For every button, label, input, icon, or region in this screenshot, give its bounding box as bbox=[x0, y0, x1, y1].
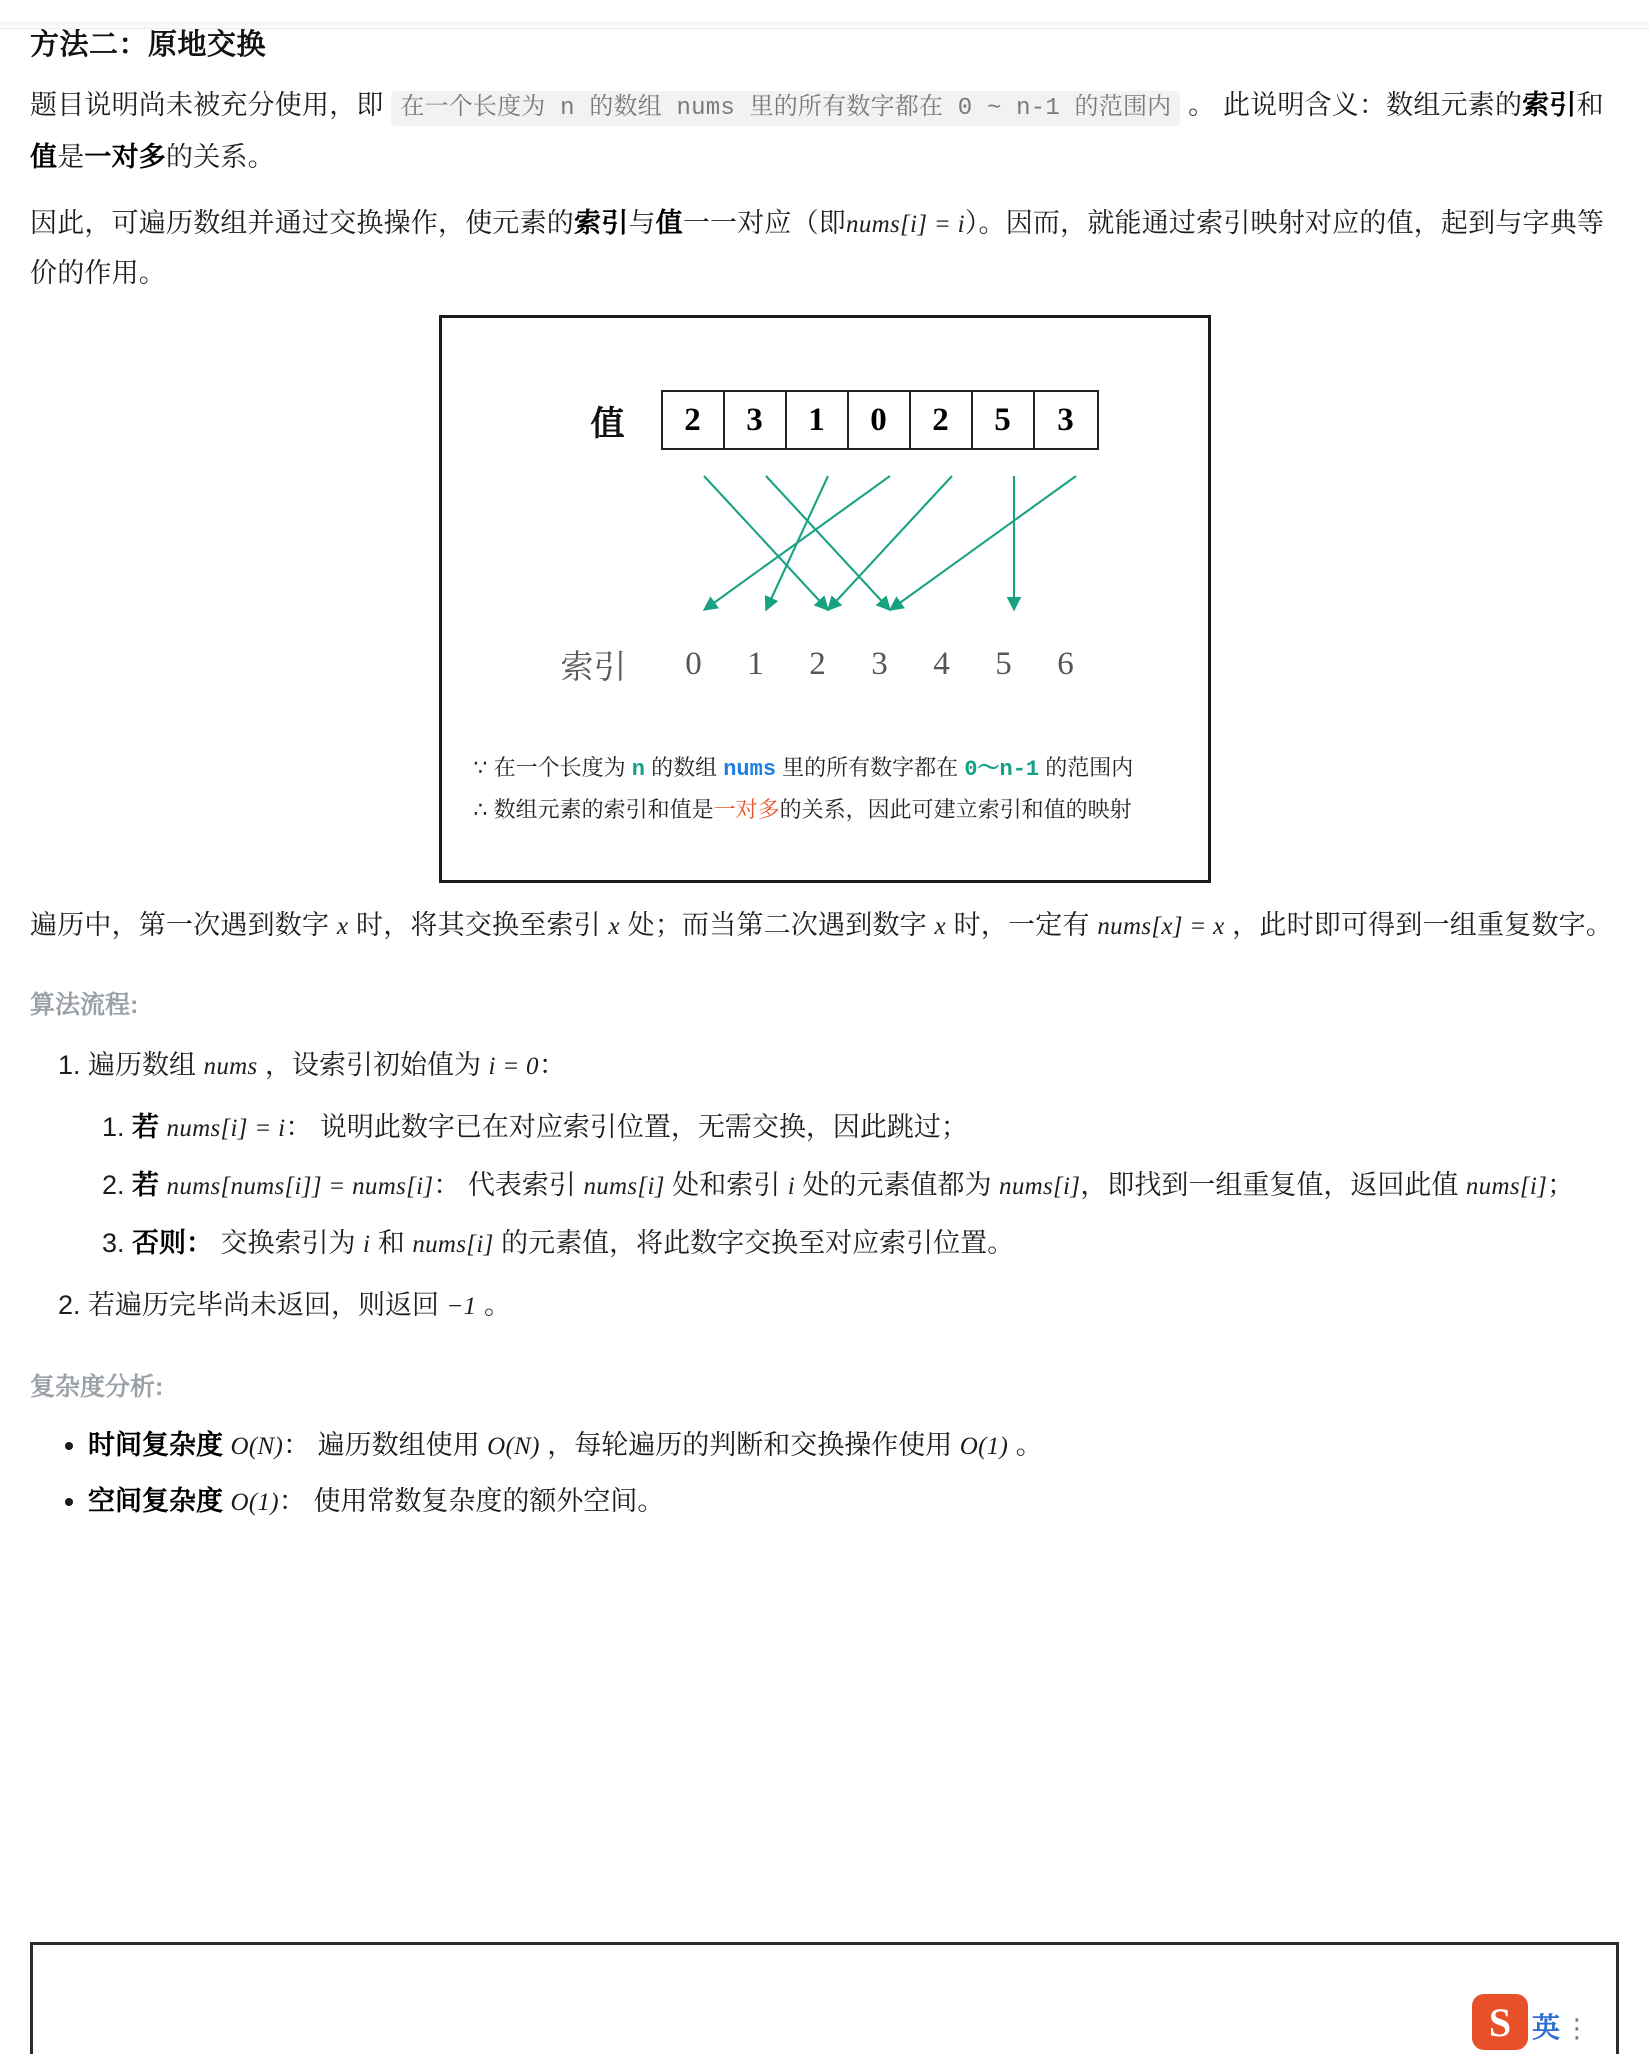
af-pre: 遍历中，第一次遇到数字 bbox=[30, 910, 330, 940]
math-x-1: x bbox=[336, 913, 349, 940]
math-sub3-b: nums[i] bbox=[412, 1231, 494, 1258]
af-mid1: 时，将其交换至索引 bbox=[356, 910, 601, 940]
intro2-mid: 一一对应（即 bbox=[682, 208, 847, 238]
note2-t1: 数组元素的索引和值是 bbox=[493, 797, 714, 822]
math-sub1-cond: nums[i] = i bbox=[166, 1115, 286, 1142]
note1-t2: 的数组 bbox=[651, 755, 718, 780]
sub2-colon: ： bbox=[433, 1170, 461, 1200]
value-cell: 5 bbox=[973, 392, 1035, 448]
space-text-a: 使用常数复杂度的额外空间。 bbox=[313, 1486, 665, 1516]
algorithm-flow-heading: 算法流程: bbox=[30, 991, 139, 1019]
intro-text-lead: 题目说明尚未被充分使用，即 bbox=[30, 90, 384, 120]
math-nums-i-eq-i: nums[i] = i bbox=[846, 211, 965, 238]
value-cell: 0 bbox=[849, 392, 911, 448]
algorithm-substep-1 bbox=[132, 1101, 1619, 1155]
note1-token-n: n bbox=[631, 757, 645, 782]
value-cell: 3 bbox=[1057, 401, 1074, 438]
algorithm-steps bbox=[30, 1039, 1619, 1333]
page-title: 方法二：原地交换 bbox=[30, 29, 267, 61]
ime-status-bar[interactable] bbox=[1472, 1994, 1590, 2050]
arrow-1-to-3 bbox=[766, 476, 890, 610]
math-sub2-a: nums[i] bbox=[583, 1173, 665, 1200]
note1-t3: 里的所有数字都在 bbox=[782, 755, 959, 780]
math-x-2: x bbox=[608, 913, 620, 940]
algorithm-step-2 bbox=[88, 1279, 1619, 1333]
sub2-text-d: ，即找到一组重复值，返回此值 bbox=[1080, 1170, 1459, 1200]
diagram-frame bbox=[439, 315, 1211, 883]
sub3-text-a: 交换索引为 bbox=[220, 1228, 356, 1258]
s2-pre: 若遍历完毕尚未返回，则返回 bbox=[88, 1290, 439, 1320]
algorithm-substeps bbox=[88, 1101, 1619, 1271]
intro2-conj: 与 bbox=[628, 208, 656, 238]
note1-token-range: 0～n-1 bbox=[964, 757, 1040, 782]
math-sub2-cond: nums[nums[i]] = nums[i] bbox=[166, 1173, 434, 1200]
complexity-item-space bbox=[88, 1475, 1619, 1529]
math-time-b: O(1) bbox=[959, 1433, 1009, 1460]
index-cell: 4 bbox=[933, 645, 950, 682]
arrow-3-to-0 bbox=[704, 476, 890, 610]
intro-tail-1: 的关系。 bbox=[166, 142, 275, 172]
value-cell: 1 bbox=[787, 392, 849, 448]
value-cell: 2 bbox=[663, 392, 725, 448]
document-page bbox=[0, 22, 1649, 2054]
algorithm-substep-2 bbox=[132, 1159, 1619, 1213]
intro-paragraph-2 bbox=[30, 199, 1619, 297]
sub2-bold: 若 bbox=[132, 1170, 159, 1200]
arrow-2-to-1 bbox=[766, 476, 828, 610]
after-figure-paragraph bbox=[30, 901, 1619, 951]
math-time-big-o: O(N) bbox=[230, 1433, 284, 1460]
therefore-symbol: ∴ bbox=[473, 797, 488, 822]
bold-value-term-2: 值 bbox=[655, 208, 683, 238]
index-row-label: 索引 bbox=[560, 647, 627, 685]
index-cell: 6 bbox=[1057, 645, 1074, 682]
index-cells bbox=[663, 636, 1097, 692]
index-cell: 5 bbox=[995, 645, 1012, 682]
sub3-bold: 否则： bbox=[132, 1228, 213, 1258]
sub2-text-e: ； bbox=[1547, 1170, 1575, 1200]
diagram-container bbox=[30, 315, 1619, 883]
ime-language-label[interactable]: 英 bbox=[1531, 2012, 1560, 2043]
math-time-a: O(N) bbox=[487, 1433, 540, 1460]
note2-t2: 的关系，因此可建立索引和值的映射 bbox=[779, 797, 1132, 822]
intro-conj-1: 和 bbox=[1576, 90, 1604, 120]
intro2-lead: 因此，可遍历数组并通过交换操作，使元素的 bbox=[30, 208, 574, 238]
time-complexity-label: 时间复杂度 bbox=[88, 1430, 223, 1460]
value-cells bbox=[661, 390, 1099, 450]
index-cell: 3 bbox=[871, 645, 888, 682]
complexity-list bbox=[30, 1419, 1619, 1529]
time-text-a: 遍历数组使用 bbox=[317, 1430, 480, 1460]
diagram-notes bbox=[474, 748, 1194, 830]
time-text-b: ，每轮遍历的判断和交换操作使用 bbox=[547, 1430, 953, 1460]
time-colon: ： bbox=[283, 1430, 311, 1460]
value-cell: 2 bbox=[911, 392, 973, 448]
intro-text-after-code: 。 此说明含义：数组元素的 bbox=[1188, 90, 1523, 120]
note1-token-nums: nums bbox=[723, 757, 777, 782]
math-i-eq-0: i = 0 bbox=[488, 1053, 539, 1080]
inline-code-constraint: 在一个长度为 n 的数组 nums 里的所有数字都在 0 ~ n-1 的范围内 bbox=[391, 91, 1180, 126]
bold-value-term: 值 bbox=[30, 142, 58, 172]
math-nums: nums bbox=[203, 1053, 258, 1080]
sub1-colon: ： bbox=[285, 1112, 313, 1142]
time-text-c: 。 bbox=[1015, 1430, 1043, 1460]
space-colon: ： bbox=[278, 1486, 306, 1516]
arrow-4-to-2 bbox=[828, 476, 952, 610]
sub3-text-c: 的元素值，将此数字交换至对应索引位置。 bbox=[501, 1228, 1015, 1258]
bold-one-to-many: 一对多 bbox=[84, 142, 167, 172]
math-nums-x-eq-x: nums[x] = x bbox=[1097, 913, 1225, 940]
algorithm-step-1 bbox=[88, 1039, 1619, 1271]
intro-paragraph-1 bbox=[30, 81, 1619, 181]
algorithm-substep-3 bbox=[132, 1217, 1619, 1271]
s2-post: 。 bbox=[484, 1290, 512, 1320]
values-row-label: 值 bbox=[590, 404, 625, 443]
page-top-edge bbox=[0, 22, 1649, 29]
note1-t1: 在一个长度为 bbox=[493, 755, 626, 780]
s1-mid: ，设索引初始值为 bbox=[265, 1050, 482, 1080]
math-sub2-c: nums[i] bbox=[999, 1173, 1081, 1200]
space-complexity-label: 空间复杂度 bbox=[88, 1486, 223, 1516]
index-cell: 0 bbox=[685, 645, 702, 682]
intro2-tail: ）。因而，就能通过索引映射对应的值，起到与字典等价的作用。 bbox=[30, 208, 1605, 288]
math-sub3-a: i bbox=[363, 1231, 371, 1258]
math-x-3: x bbox=[934, 913, 946, 940]
diagram-note-conclusion bbox=[474, 790, 1194, 830]
complexity-heading: 复杂度分析: bbox=[30, 1373, 164, 1401]
intro-conj-2: 是 bbox=[57, 142, 85, 172]
af-mid3: 时，一定有 bbox=[953, 910, 1090, 940]
arrow-0-to-2 bbox=[704, 476, 828, 610]
arrow-group bbox=[704, 476, 1076, 610]
values-row bbox=[442, 390, 1208, 450]
bold-index-term: 索引 bbox=[1522, 90, 1577, 120]
sub3-text-b: 和 bbox=[377, 1228, 405, 1258]
ime-more-icon[interactable]: ⋮ bbox=[1564, 2013, 1590, 2043]
bottom-code-panel[interactable] bbox=[30, 1942, 1619, 2054]
af-mid2: 处；而当第二次遇到数字 bbox=[627, 910, 927, 940]
diagram-note-premise bbox=[474, 748, 1194, 790]
math-sub2-b: i bbox=[787, 1173, 796, 1200]
bold-index-term-2: 索引 bbox=[574, 208, 629, 238]
s1-post: ： bbox=[538, 1050, 566, 1080]
math-space-big-o: O(1) bbox=[230, 1489, 279, 1516]
note1-t4: 的范围内 bbox=[1045, 755, 1134, 780]
af-tail: ，此时即可得到一组重复数字。 bbox=[1232, 910, 1613, 940]
sub1-text: 说明此数字已在对应索引位置，无需交换，因此跳过； bbox=[319, 1112, 968, 1142]
because-symbol: ∵ bbox=[473, 755, 488, 780]
index-cell: 1 bbox=[747, 645, 764, 682]
sogou-logo-icon[interactable]: S bbox=[1472, 1994, 1528, 2050]
sub2-text-a: 代表索引 bbox=[467, 1170, 576, 1200]
sub2-text-b: 处和索引 bbox=[672, 1170, 781, 1200]
index-cell: 2 bbox=[809, 645, 826, 682]
s1-pre: 遍历数组 bbox=[88, 1050, 196, 1080]
arrow-6-to-3 bbox=[890, 476, 1076, 610]
sub1-bold: 若 bbox=[132, 1112, 159, 1142]
value-cell: 3 bbox=[725, 392, 787, 448]
complexity-item-time bbox=[88, 1419, 1619, 1473]
index-row bbox=[442, 636, 1208, 692]
math-sub2-d: nums[i] bbox=[1465, 1173, 1548, 1200]
note2-highlight: 一对多 bbox=[713, 797, 780, 822]
math-minus-one: −1 bbox=[446, 1293, 477, 1320]
sub2-text-c: 处的元素值都为 bbox=[802, 1170, 992, 1200]
